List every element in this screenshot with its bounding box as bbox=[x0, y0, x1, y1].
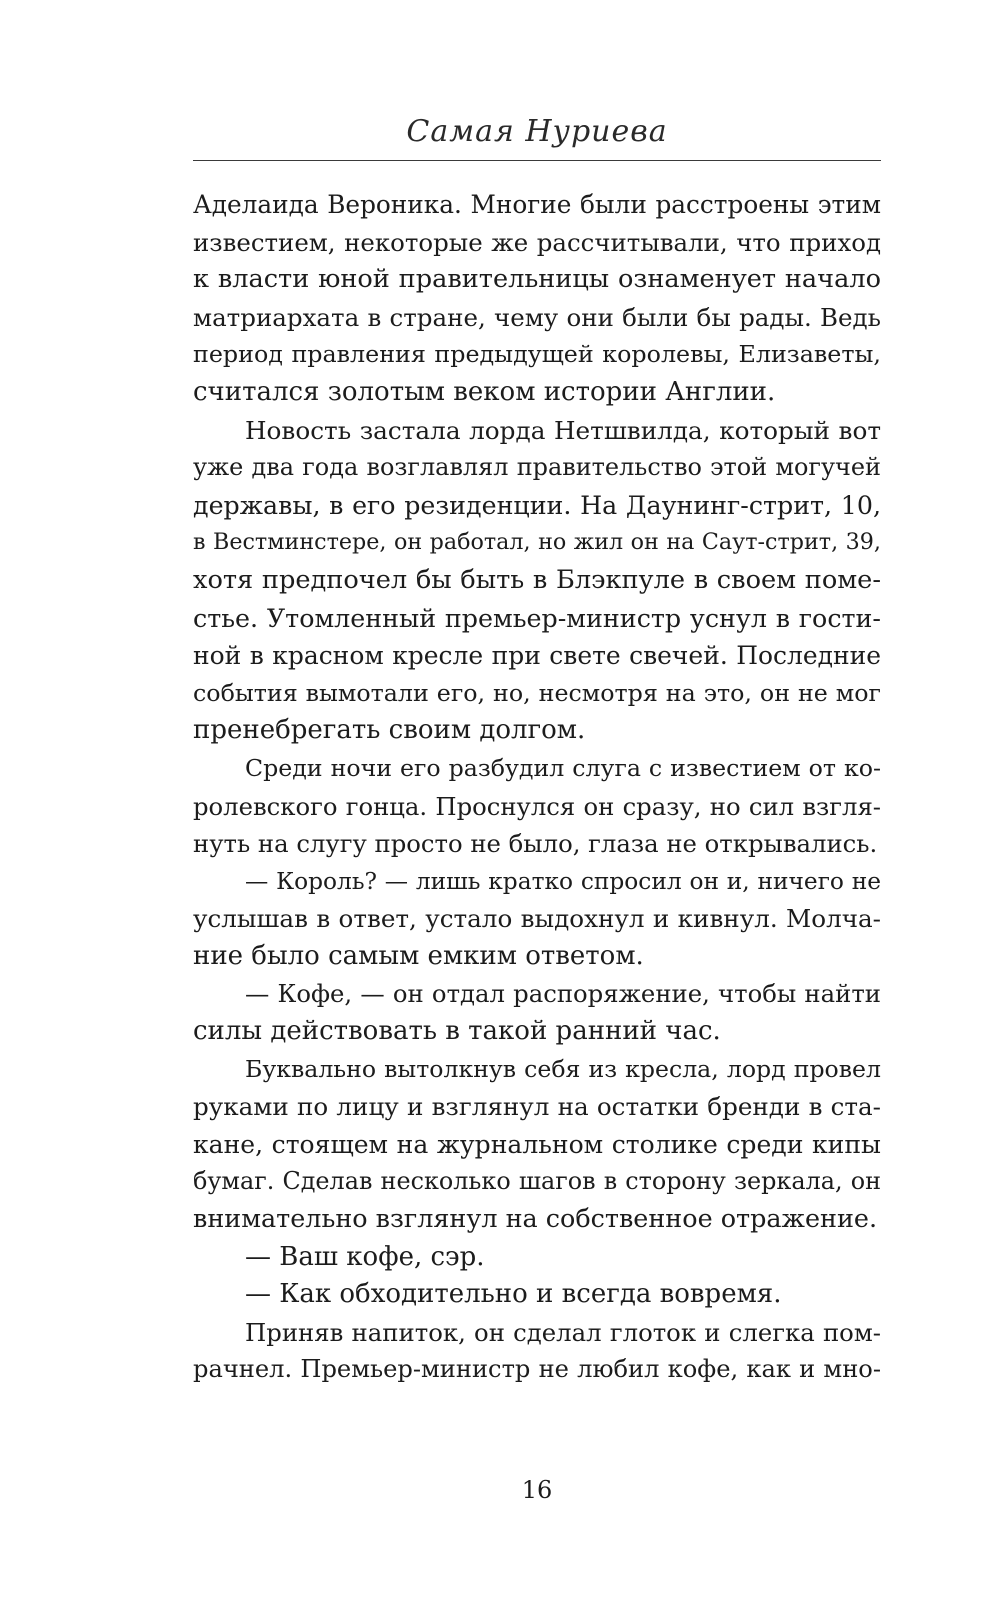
text-line: нуть на слугу просто не было, глаза не открывались. bbox=[193, 829, 878, 859]
text-line: ролевского гонца. Проснулся он сразу, но сил взгля- bbox=[193, 791, 881, 821]
body-text bbox=[193, 186, 881, 1389]
text-line: Буквально вытолкнув себя из кресла, лорд провел bbox=[245, 1054, 881, 1083]
text-line: — Как обходительно и всегда вовремя. bbox=[245, 1279, 782, 1310]
text-line: кане, стоящем на журнальном столике среди кипы bbox=[193, 1129, 881, 1159]
text-line: Среди ночи его разбудил слуга с известием от ко- bbox=[245, 753, 881, 782]
text-line: матриархата в стране, чему они были бы рады. Ведь bbox=[193, 302, 881, 332]
text-line: хотя предпочел бы быть в Блэкпуле в своем поме- bbox=[193, 564, 881, 595]
text-line: ной в красном кресле при свете свечей. Последние bbox=[193, 641, 881, 671]
text-line: Приняв напиток, он сделал глоток и слегка пом- bbox=[245, 1317, 881, 1347]
text-line: — Король? — лишь кратко спросил он и, ничего не bbox=[245, 867, 881, 895]
header-divider bbox=[193, 160, 881, 161]
text-line: рачнел. Премьер-министр не любил кофе, как и мно- bbox=[193, 1355, 881, 1384]
text-line: державы, в его резиденции. На Даунинг-стрит, 10, bbox=[193, 490, 881, 520]
text-line: стье. Утомленный премьер-министр уснул в гости- bbox=[193, 602, 881, 633]
text-line: внимательно взглянул на собственное отражение. bbox=[193, 1204, 878, 1235]
text-line: ние было самым емким ответом. bbox=[193, 940, 644, 971]
running-header bbox=[193, 112, 881, 152]
text-line: известием, некоторые же рассчитывали, что приход bbox=[193, 227, 881, 257]
page-number: 16 bbox=[521, 1476, 553, 1504]
text-line: — Ваш кофе, сэр. bbox=[245, 1241, 485, 1272]
text-line: силы действовать в такой ранний час. bbox=[193, 1016, 721, 1047]
text-line: услышав в ответ, устало выдохнул и кивнул. Молча- bbox=[193, 904, 881, 934]
text-line: бумаг. Сделав несколько шагов в сторону зеркала, он bbox=[193, 1167, 881, 1196]
text-line: Новость застала лорда Нетшвилда, который вот bbox=[245, 415, 881, 445]
text-line: период правления предыдущей королевы, Елизаветы, bbox=[193, 340, 881, 369]
text-line: считался золотым веком истории Англии. bbox=[193, 376, 776, 407]
text-line: уже два года возглавлял правительство этой могучей bbox=[193, 453, 881, 482]
header-author-name: Самая Нуриева bbox=[406, 114, 668, 149]
text-line: пренебрегать своим долгом. bbox=[193, 715, 586, 746]
text-line: Аделаида Вероника. Многие были расстроены этим bbox=[193, 190, 881, 219]
text-line: в Вестминстере, он работал, но жил он на Саут-стрит, 39, bbox=[193, 529, 881, 556]
text-line: руками по лицу и взглянул на остатки бренди в ста- bbox=[193, 1092, 881, 1122]
text-line: — Кофе, — он отдал распоряжение, чтобы найти bbox=[245, 979, 881, 1009]
text-line: события вымотали его, но, несмотря на это, он не мог bbox=[193, 678, 881, 707]
text-line: к власти юной правительницы ознаменует начало bbox=[193, 264, 881, 295]
